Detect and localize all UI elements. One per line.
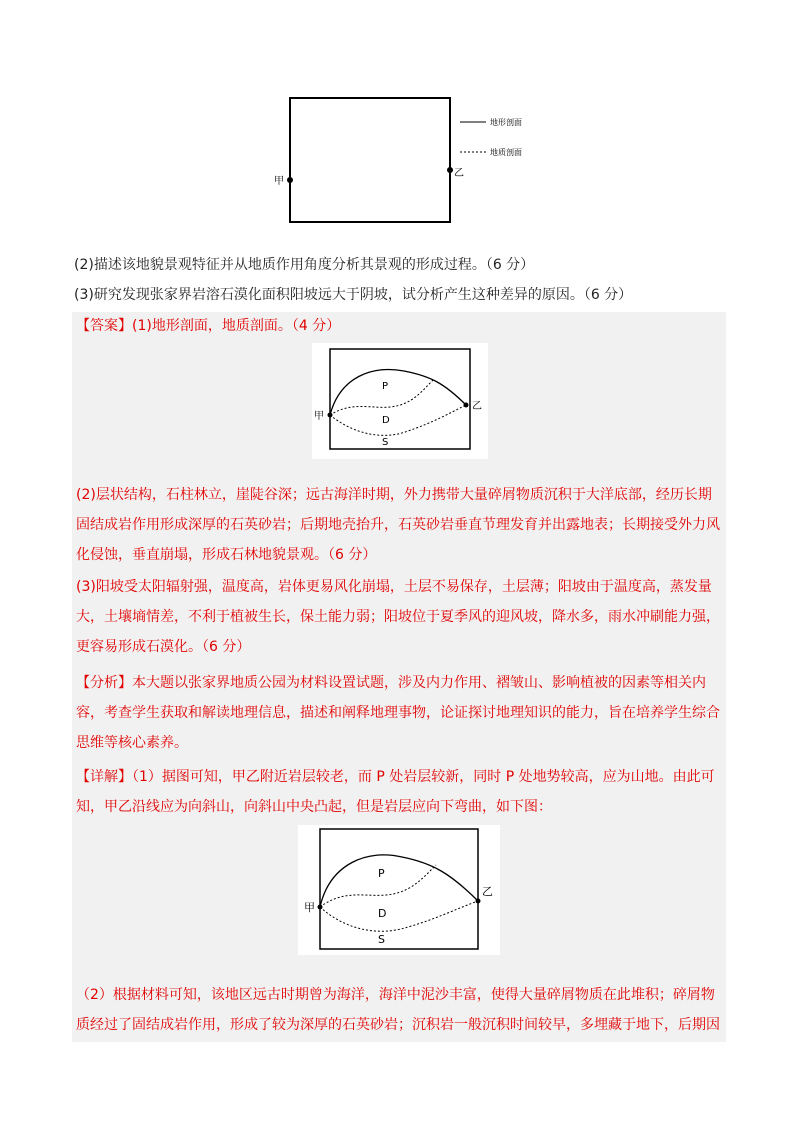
answer-figure-2: [298, 825, 500, 955]
detail-text: （1）据图可知，甲乙附近岩层较老，而 P 处岩层较新，同时 P 处地势较高，应为山地。由此可知，甲乙沿线应为向斜山，向斜山中央凸起，但是岩层应向下弯曲，如下图：: [76, 769, 715, 815]
top-point-right: [447, 167, 453, 173]
fig2-point-right: [476, 899, 481, 904]
top-label-right: 乙: [454, 168, 464, 179]
fig2-label-left: 甲: [304, 901, 315, 914]
fig2-layer-s: S: [378, 933, 385, 946]
answer-figure-1: [312, 343, 488, 459]
question-2: (2)描述该地貌景观特征并从地质作用角度分析其景观的形成过程。（6 分）: [74, 257, 535, 273]
fig1-layer-s: S: [382, 437, 389, 448]
answer-figure-1-svg: [312, 343, 488, 459]
detail-tag: 【详解】: [76, 769, 132, 785]
fig2-frame: [320, 829, 478, 949]
top-point-left: [287, 177, 293, 183]
fig1-layer-p: P: [382, 381, 389, 392]
fig1-point-right: [464, 403, 469, 408]
question-3: (3)研究发现张家界岩溶石漠化面积阳坡远大于阴坡，试分析产生这种差异的原因。（6 分）: [74, 287, 633, 303]
top-figure: [270, 92, 540, 232]
detail-paragraph: [76, 762, 724, 822]
answer-part-1: (1)地形剖面，地质剖面。（4 分）: [132, 318, 341, 334]
fig2-label-right: 乙: [482, 885, 493, 898]
top-figure-frame: [290, 98, 450, 222]
answer-tag: 【答案】: [76, 318, 132, 334]
analysis-text: 本大题以张家界地质公园为材料设置试题，涉及内力作用、褶皱山、影响植被的因素等相关内容，考查学生获取和解读地理信息，描述和阐释地理事物，论证探讨地理知识的能力，旨在培养学生综合思维等核心素养。: [76, 675, 720, 751]
legend-dashed-label: 地质剖面: [490, 148, 522, 157]
fig1-frame: [330, 349, 470, 449]
answer-line-1: [76, 315, 724, 337]
answer-part-2: (2)层状结构，石柱林立，崖陡谷深；远古海洋时期，外力携带大量碎屑物质沉积于大洋底部，经历长期固结成岩作用形成深厚的石英砂岩；后期地壳抬升，石英砂岩垂直节理发育并出露地表；长期接受外力风化侵蚀，垂直崩塌，形成石林地貌景观。（6 分）: [76, 487, 720, 563]
top-label-left: 甲: [274, 176, 284, 187]
fig1-label-right: 乙: [472, 401, 482, 412]
fig2-layer-d: D: [378, 907, 387, 920]
fig2-layer-p: P: [378, 867, 385, 880]
analysis-paragraph: [76, 668, 724, 758]
top-figure-svg: [270, 92, 540, 232]
fig1-layer-d: D: [382, 415, 390, 426]
fig1-label-left: 甲: [314, 411, 324, 422]
analysis-tag: 【分析】: [76, 675, 132, 691]
answer-part-3: (3)阳坡受太阳辐射强，温度高，岩体更易风化崩塌，土层不易保存，土层薄；阳坡由于温度高，蒸发量大，土壤墒情差，不利于植被生长，保土能力弱；阳坡位于夏季风的迎风坡，降水多，雨水冲刷能力强，更容易形成石漠化。（6 分）: [76, 579, 720, 655]
legend-solid-label: 地形剖面: [490, 118, 522, 127]
fig2-point-left: [318, 905, 323, 910]
answer-figure-2-svg: [298, 825, 500, 955]
fig1-point-left: [328, 413, 333, 418]
detail-paragraph-2: （2）根据材料可知，该地区远古时期曾为海洋，海洋中泥沙丰富，使得大量碎屑物质在此堆积；碎屑物质经过了固结成岩作用，形成了较为深厚的石英砂岩；沉积岩一般沉积时间较早，多埋藏于地下，后期因: [76, 987, 720, 1033]
